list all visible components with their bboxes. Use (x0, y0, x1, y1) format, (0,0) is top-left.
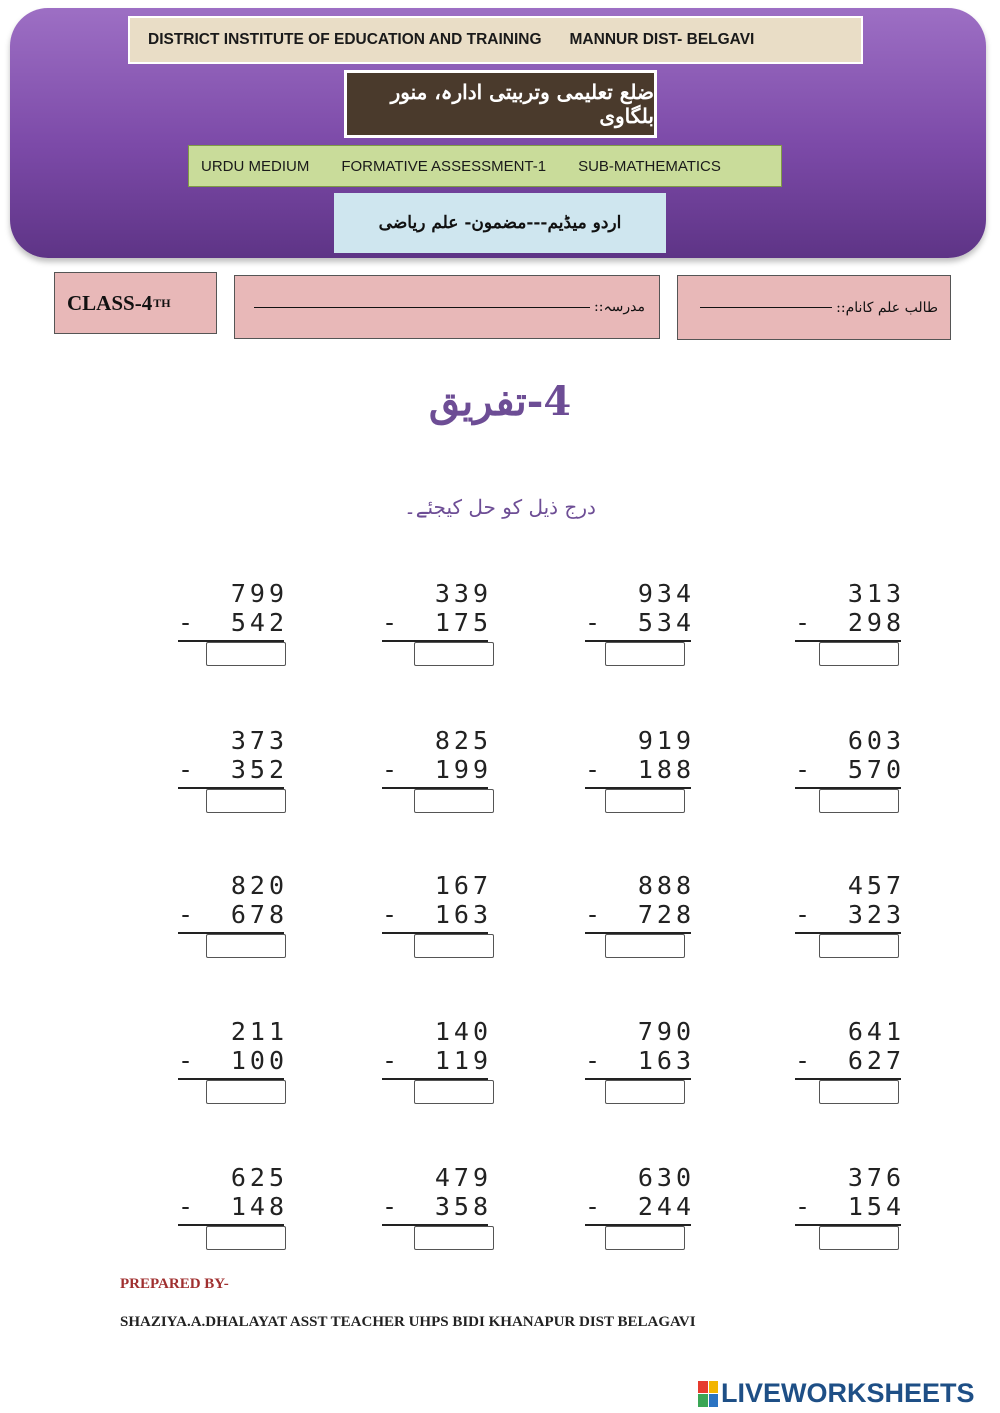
subtraction-problem (585, 872, 695, 964)
minuend: 313 (847, 579, 905, 608)
minuend: 630 (637, 1163, 695, 1192)
subtraction-problem (382, 1018, 492, 1110)
answer-input[interactable] (819, 934, 899, 958)
minuend: 339 (434, 579, 492, 608)
minuend: 790 (637, 1017, 695, 1046)
subtrahend: 542 (230, 608, 288, 637)
minuend: 167 (434, 871, 492, 900)
minus-sign: - (795, 755, 811, 784)
answer-input[interactable] (206, 642, 286, 666)
subtraction-problem (178, 1164, 288, 1256)
answer-input[interactable] (206, 1080, 286, 1104)
minus-sign: - (178, 1192, 194, 1221)
class-sup: TH (153, 295, 171, 310)
answer-input[interactable] (414, 1226, 494, 1250)
minus-sign: - (795, 1192, 811, 1221)
answer-input[interactable] (605, 1226, 685, 1250)
minus-sign: - (178, 608, 194, 637)
minus-sign: - (178, 1046, 194, 1075)
answer-input[interactable] (819, 1080, 899, 1104)
subtraction-problem (382, 872, 492, 964)
answer-input[interactable] (819, 789, 899, 813)
minus-sign: - (585, 608, 601, 637)
school-name-field[interactable] (234, 275, 660, 339)
subtrahend: 148 (230, 1192, 288, 1221)
minuend: 625 (230, 1163, 288, 1192)
minuend: 799 (230, 579, 288, 608)
minuend: 934 (637, 579, 695, 608)
subtrahend: 728 (637, 900, 695, 929)
minuend: 479 (434, 1163, 492, 1192)
subtrahend: 678 (230, 900, 288, 929)
liveworksheets-logo-icon (698, 1381, 718, 1407)
brand-text: LIVEWORKSHEETS (721, 1378, 975, 1408)
subtraction-problem (585, 727, 695, 819)
subtrahend: 534 (637, 608, 695, 637)
answer-input[interactable] (206, 1226, 286, 1250)
institute-name: DISTRICT INSTITUTE OF EDUCATION AND TRAINING (148, 31, 542, 48)
subtraction-problem (795, 1018, 905, 1110)
subtrahend: 163 (434, 900, 492, 929)
minus-sign: - (585, 755, 601, 784)
minuend: 376 (847, 1163, 905, 1192)
answer-input[interactable] (414, 934, 494, 958)
minus-sign: - (585, 1046, 601, 1075)
minuend: 140 (434, 1017, 492, 1046)
student-label: طالب علم کانام:: (836, 299, 938, 316)
minus-sign: - (178, 900, 194, 929)
class-label: CLASS-4 (67, 290, 153, 315)
subtraction-problem (178, 727, 288, 819)
minus-sign: - (382, 755, 398, 784)
answer-input[interactable] (819, 1226, 899, 1250)
minus-sign: - (178, 755, 194, 784)
answer-input[interactable] (206, 789, 286, 813)
minuend: 820 (230, 871, 288, 900)
subtraction-problem (795, 727, 905, 819)
subtrahend: 100 (230, 1046, 288, 1075)
liveworksheets-logo (698, 1378, 975, 1409)
assessment-label: FORMATIVE ASSESSMENT-1 (341, 157, 547, 175)
urdu-subject-title: اردو میڈیم---مضمون- علم ریاضی (334, 193, 666, 253)
student-fill-line (700, 307, 832, 308)
subtrahend: 352 (230, 755, 288, 784)
answer-input[interactable] (819, 642, 899, 666)
instruction-text: درج ذیل کو حل کیجئے۔ (404, 495, 596, 519)
institute-location: MANNUR DIST- BELGAVI (569, 31, 755, 48)
minuend: 919 (637, 726, 695, 755)
school-fill-line (254, 307, 590, 308)
minuend: 641 (847, 1017, 905, 1046)
subject-label: SUB-MATHEMATICS (578, 157, 721, 175)
minuend: 603 (847, 726, 905, 755)
minus-sign: - (585, 1192, 601, 1221)
subtraction-problem (178, 580, 288, 672)
minuend: 457 (847, 871, 905, 900)
subtraction-problem (795, 872, 905, 964)
minus-sign: - (795, 608, 811, 637)
teacher-credit: SHAZIYA.A.DHALAYAT ASST TEACHER UHPS BIDI KHANAPUR DIST BELAGAVI (120, 1314, 696, 1330)
minuend: 825 (434, 726, 492, 755)
subtrahend: 244 (637, 1192, 695, 1221)
chapter-title: 4-تفریق (428, 378, 572, 425)
school-label: مدرسہ:: (594, 299, 645, 315)
answer-input[interactable] (605, 642, 685, 666)
answer-input[interactable] (414, 642, 494, 666)
subtrahend: 199 (434, 755, 492, 784)
minus-sign: - (795, 1046, 811, 1075)
answer-input[interactable] (414, 789, 494, 813)
subtraction-problem (795, 580, 905, 672)
student-name-field[interactable] (677, 275, 951, 340)
subtrahend: 188 (637, 755, 695, 784)
subtraction-problem (585, 1164, 695, 1256)
subtrahend: 119 (434, 1046, 492, 1075)
urdu-institute-title: ضلع تعلیمی وتربیتی ادارہ، منور بلگاوی (344, 70, 657, 138)
subtrahend: 358 (434, 1192, 492, 1221)
subtrahend: 570 (847, 755, 905, 784)
answer-input[interactable] (206, 934, 286, 958)
subtrahend: 323 (847, 900, 905, 929)
subtraction-problem (795, 1164, 905, 1256)
minus-sign: - (795, 900, 811, 929)
minuend: 888 (637, 871, 695, 900)
minus-sign: - (382, 608, 398, 637)
answer-input[interactable] (605, 934, 685, 958)
subtraction-problem (585, 1018, 695, 1110)
subtraction-problem (382, 1164, 492, 1256)
subtrahend: 154 (847, 1192, 905, 1221)
subtraction-problem (382, 580, 492, 672)
subtraction-problem (178, 1018, 288, 1110)
minus-sign: - (585, 900, 601, 929)
assessment-bar (188, 145, 782, 187)
subtrahend: 163 (637, 1046, 695, 1075)
minus-sign: - (382, 1192, 398, 1221)
prepared-by-label: PREPARED BY- (120, 1276, 229, 1292)
medium-label: URDU MEDIUM (201, 157, 310, 175)
subtrahend: 298 (847, 608, 905, 637)
answer-input[interactable] (605, 1080, 685, 1104)
minus-sign: - (382, 900, 398, 929)
subtraction-problem (178, 872, 288, 964)
subtrahend: 175 (434, 608, 492, 637)
subtraction-problem (382, 727, 492, 819)
minuend: 211 (230, 1017, 288, 1046)
answer-input[interactable] (414, 1080, 494, 1104)
minuend: 373 (230, 726, 288, 755)
subtraction-problem (585, 580, 695, 672)
subtrahend: 627 (847, 1046, 905, 1075)
class-box (54, 272, 217, 334)
minus-sign: - (382, 1046, 398, 1075)
answer-input[interactable] (605, 789, 685, 813)
institute-bar (128, 16, 863, 64)
